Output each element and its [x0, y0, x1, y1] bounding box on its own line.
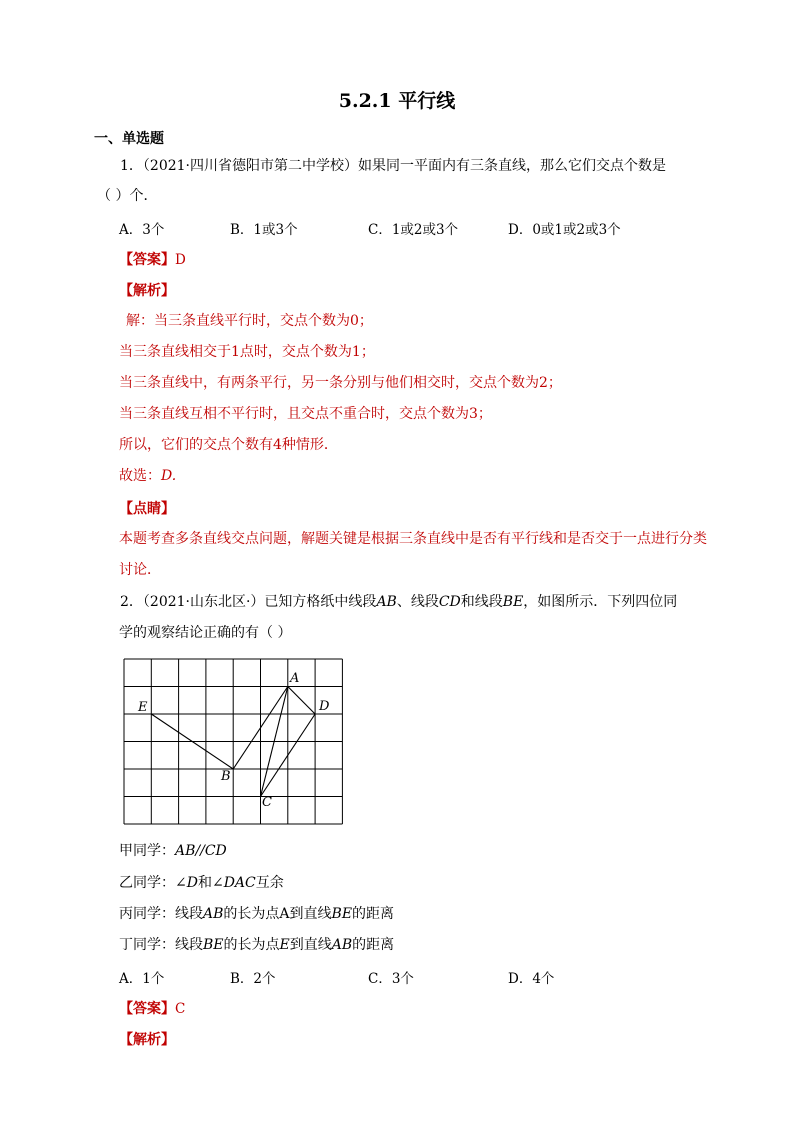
label-d: D	[319, 699, 330, 714]
q2-statement-jia	[119, 841, 227, 861]
q2-seg-ab: AB	[376, 594, 397, 610]
q2-answer-value: C	[175, 1001, 186, 1017]
q2-statement-yi	[119, 873, 284, 893]
page-title: 5.2.1 平行线	[338, 90, 456, 112]
stmt-prefix: 甲同学：	[119, 843, 175, 859]
q2-stem-part-b: ，如图所示．下列四位同	[523, 594, 678, 610]
q2-answer	[119, 998, 185, 1018]
label-a: A	[290, 671, 300, 686]
q1-analysis-label: 【解析】	[119, 283, 175, 299]
label-c: C	[262, 795, 272, 810]
label-b: B	[221, 769, 231, 784]
stmt-suffix: 的距离	[352, 906, 395, 922]
q1-answer-label: 【答案】	[119, 252, 175, 268]
stmt-math2: E	[279, 937, 290, 953]
q2-grid-figure	[118, 655, 348, 827]
q2-option-a: A．1个	[119, 971, 165, 987]
label-e: E	[138, 700, 148, 715]
q2-option-d: D．4个	[508, 971, 555, 987]
q1-option-c: C．1或2或3个	[368, 222, 459, 238]
q1-analysis-line-3: 当三条直线中，有两条平行，另一条分别与他们相交时，交点个数为2；	[119, 375, 562, 391]
stmt-suffix: 互余	[255, 875, 284, 891]
stmt-prefix: 乙同学：	[119, 875, 175, 891]
q1-option-d: D．0或1或2或3个	[508, 222, 621, 238]
q1-analysis-line-2: 当三条直线相交于1点时，交点个数为1；	[119, 344, 375, 360]
stmt-math3: AB	[331, 937, 353, 953]
stmt-prefix: 丙同学：线段	[119, 906, 203, 922]
q2-statement-bing	[119, 904, 394, 924]
q1-choice	[119, 466, 176, 486]
q1-answer	[119, 249, 186, 269]
q1-option-b: B．1或3个	[230, 222, 298, 238]
q2-stem-part-a: 2．（2021·山东北区·）已知方格纸中线段	[120, 594, 377, 610]
stmt-mid2: 到直线	[289, 937, 332, 953]
q2-sep2: 和线段	[460, 594, 503, 610]
section-heading: 一、单选题	[94, 131, 164, 147]
stmt-math: BE	[203, 937, 224, 953]
stmt-math2: ∠DAC	[211, 875, 256, 891]
q1-comment-label: 【点睛】	[119, 501, 175, 517]
q2-option-b: B．2个	[230, 971, 276, 987]
q1-stem-line1: 1．（2021·四川省德阳市第二中学校）如果同一平面内有三条直线，那么它们交点个数是	[120, 158, 666, 174]
q2-stem-line1	[120, 592, 677, 612]
stmt-suffix: 的距离	[352, 937, 395, 953]
stmt-math: AB	[203, 906, 224, 922]
stmt-mid: 的长为点A到直线	[223, 906, 332, 922]
q1-comment-line2: 讨论．	[119, 562, 161, 578]
q2-analysis-label: 【解析】	[119, 1032, 175, 1048]
q2-seg-cd: CD	[438, 594, 461, 610]
stmt-math: AB//CD	[175, 843, 227, 859]
q2-grid-svg	[118, 655, 348, 827]
q2-answer-label: 【答案】	[119, 1001, 175, 1017]
q2-seg-be: BE	[502, 594, 524, 610]
q2-sep1: 、线段	[396, 594, 439, 610]
q2-statement-ding	[119, 935, 394, 955]
segment-ad	[288, 687, 315, 715]
stmt-mid: 和	[197, 875, 212, 891]
q2-stem-line2: 学的观察结论正确的有（ ）	[119, 625, 292, 641]
q1-stem-line2: （ ）个．	[97, 188, 158, 204]
q1-answer-value: D	[175, 252, 186, 268]
stmt-math2: BE	[331, 906, 353, 922]
q2-option-c: C．3个	[368, 971, 414, 987]
stmt-prefix: 丁同学：线段	[119, 937, 203, 953]
q1-choice-prefix: 故选：	[119, 468, 161, 484]
q1-analysis-line-1: 解：当三条直线平行时，交点个数为0；	[126, 313, 373, 329]
q1-option-a: A．3个	[119, 222, 165, 238]
q1-choice-value: D.	[161, 468, 177, 484]
stmt-mid: 的长为点	[223, 937, 280, 953]
q1-comment-line1: 本题考查多条直线交点问题，解题关键是根据三条直线中是否有平行线和是否交于一点进行分类	[119, 531, 707, 547]
stmt-math: ∠D	[175, 875, 198, 891]
q1-analysis-line-4: 当三条直线互相不平行时，且交点不重合时，交点个数为3；	[119, 406, 492, 422]
q1-analysis-line-5: 所以，它们的交点个数有4种情形．	[119, 437, 338, 453]
